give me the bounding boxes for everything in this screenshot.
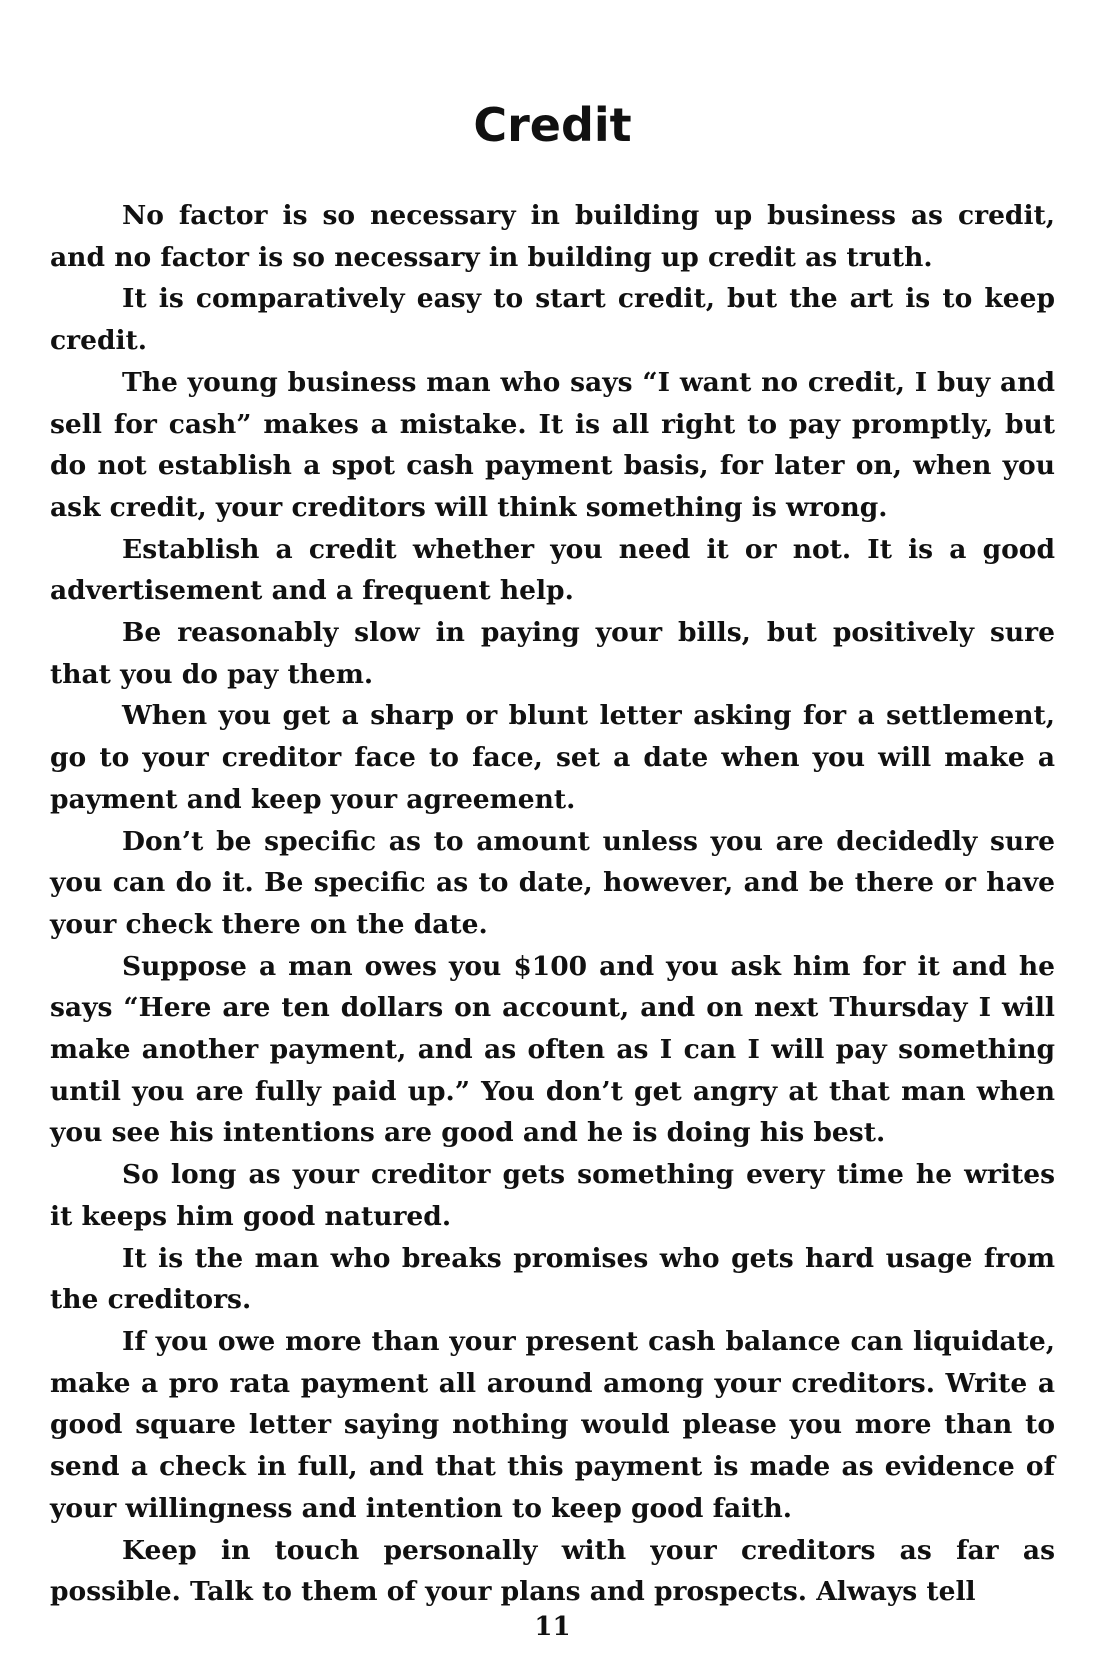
paragraph: Keep in touch personally with your creditors as far as possible. Talk to them of your plans and prospects. Always tell [50,1534,1055,1608]
paragraph: Establish a credit whether you need it or not. It is a good advertisement and a frequent help. [50,533,1055,607]
paragraph: Suppose a man owes you $100 and you ask him for it and he says “Here are ten dollars on account, and on next Thursday I will make another payment, and as often as I can I will pay something until you are fully paid up.” You don’t get angry at that man when you see his intentions are good and he is doing his best. [50,950,1055,1149]
paragraph: It is the man who breaks promises who gets hard usage from the creditors. [50,1242,1055,1316]
paragraph: No factor is so necessary in building up business as credit, and no factor is so necessary in building up credit as truth. [50,200,1055,273]
page-title: Credit [473,98,632,152]
paragraph: It is comparatively easy to start credit, but the art is to keep credit. [50,283,1055,357]
book-page [50,0,1055,1679]
page-number: 11 [534,1612,571,1642]
body-text [50,195,1055,1613]
paragraph: Be reasonably slow in paying your bills, but positively sure that you do pay them. [50,617,1055,690]
paragraph: The young business man who says “I want no credit, I buy and sell for cash” makes a mistake. It is all right to pay promptly, but do not establish a spot cash payment basis, for later on, when you ask credit, your creditors will think something is wrong. [50,366,1055,523]
paragraph: If you owe more than your present cash balance can liquidate, make a pro rata payment all around among your creditors. Write a good square letter saying nothing would please you more than to send a check in full, and that this payment is made as evidence of your willingness and intention to keep good faith. [50,1325,1055,1524]
paragraph: Don’t be specific as to amount unless you are decidedly sure you can do it. Be specific as to date, however, and be there or have your check there on the date. [50,825,1055,940]
paragraph: So long as your creditor gets something every time he writes it keeps him good natured. [50,1159,1055,1232]
paragraph: When you get a sharp or blunt letter asking for a settlement, go to your creditor face to face, set a date when you will make a payment and keep your agreement. [50,700,1055,815]
